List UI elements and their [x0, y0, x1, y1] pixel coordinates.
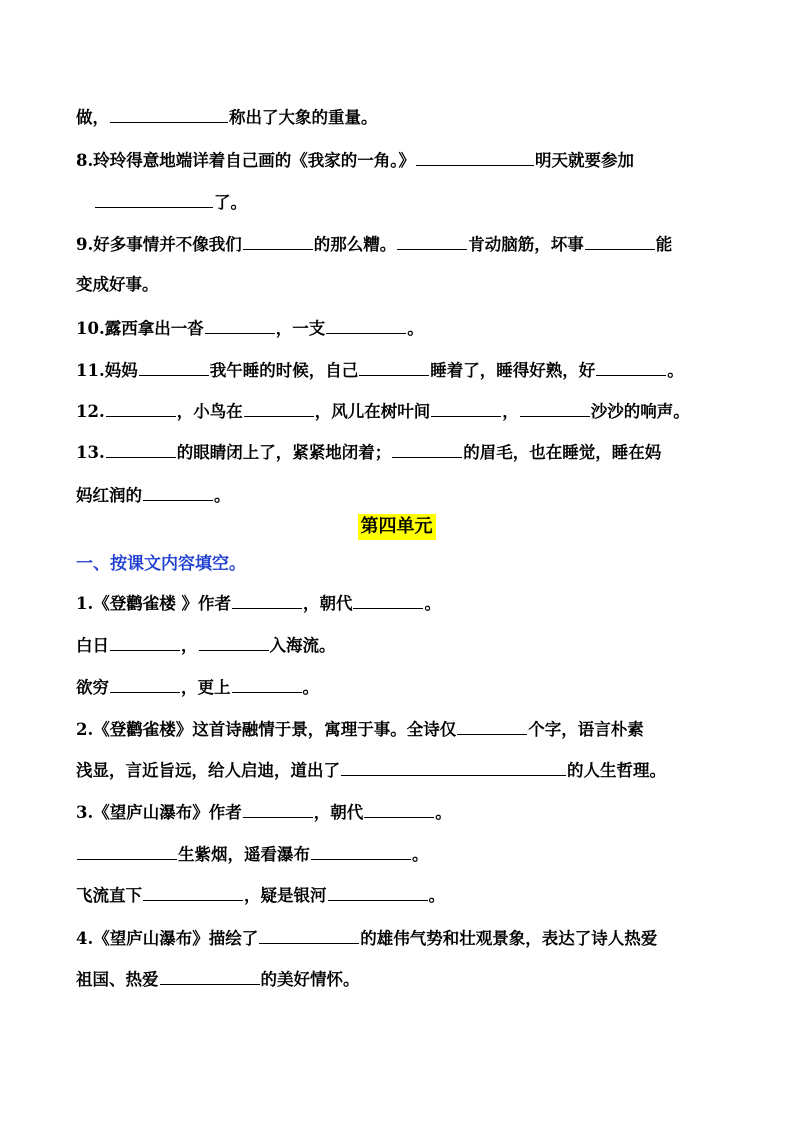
line-9-cont	[76, 274, 723, 296]
text: 的雄伟气势和壮观景象，表达了诗人热爱	[360, 929, 658, 948]
unit-title-wrap	[0, 514, 793, 540]
text: 2.《登鹳雀楼》这首诗融情于景，寓理于事。全诗仅	[76, 720, 457, 739]
text: 12.	[76, 402, 105, 421]
line-b10	[76, 968, 723, 991]
answer-blank[interactable]	[359, 359, 429, 376]
text: 。	[412, 845, 429, 864]
text: ，朝代	[313, 803, 364, 822]
answer-blank[interactable]	[520, 400, 590, 417]
answer-blank[interactable]	[341, 759, 566, 776]
text: 生紫烟，遥看瀑布	[178, 845, 310, 864]
line-b7	[76, 843, 723, 866]
line-10	[76, 317, 723, 340]
line-13-cont	[76, 484, 723, 507]
answer-blank[interactable]	[106, 441, 176, 458]
text: ，	[502, 402, 519, 421]
text: 4.《望庐山瀑布》描绘了	[76, 929, 259, 948]
text: 浅显，言近旨远，给人启迪，道出了	[76, 761, 340, 780]
answer-blank[interactable]	[106, 400, 176, 417]
text: 1.《登鹳雀楼 》作者	[76, 594, 231, 613]
answer-blank[interactable]	[431, 400, 501, 417]
answer-blank[interactable]	[596, 359, 666, 376]
unit-title: 第四单元	[358, 514, 436, 540]
text: 3.《望庐山瀑布》作者	[76, 803, 242, 822]
text: 沙沙的响声。	[590, 402, 690, 421]
text: 9.好多事情并不像我们	[76, 235, 242, 254]
text: 。	[435, 803, 452, 822]
line-b1	[76, 592, 723, 615]
text: ，小鸟在	[176, 402, 243, 421]
answer-blank[interactable]	[328, 884, 428, 901]
text: ，朝代	[302, 594, 353, 613]
answer-blank[interactable]	[139, 359, 209, 376]
text: 。	[214, 486, 231, 505]
answer-blank[interactable]	[232, 676, 302, 693]
answer-blank[interactable]	[364, 801, 434, 818]
line-b5	[76, 759, 723, 782]
answer-blank[interactable]	[243, 233, 313, 250]
answer-blank[interactable]	[244, 400, 314, 417]
text: 做，	[76, 108, 109, 127]
text: 的人生哲理。	[567, 761, 666, 780]
answer-blank[interactable]	[243, 801, 313, 818]
section-heading: 一、按课文内容填空。	[76, 554, 246, 574]
line-b9	[76, 927, 723, 950]
text: 的眉毛，也在睡觉，睡在妈	[463, 443, 662, 462]
text: ，更上	[181, 678, 231, 697]
line-8	[76, 149, 723, 172]
line-8-cont	[94, 191, 723, 214]
answer-blank[interactable]	[160, 968, 260, 985]
line-b6	[76, 801, 723, 824]
answer-blank[interactable]	[143, 884, 243, 901]
text: 。	[407, 319, 424, 338]
answer-blank[interactable]	[311, 843, 411, 860]
answer-blank[interactable]	[457, 718, 527, 735]
text: 妈红润的	[76, 486, 142, 505]
answer-blank[interactable]	[392, 441, 462, 458]
answer-blank[interactable]	[416, 149, 534, 166]
text: 能	[655, 235, 673, 254]
text: 。	[667, 361, 684, 380]
line-cao-chong	[76, 106, 723, 129]
answer-blank[interactable]	[110, 676, 180, 693]
text: 的那么糟。	[313, 235, 397, 254]
text: 。	[428, 886, 445, 905]
text: 入海流。	[269, 636, 336, 655]
text: 称出了大象的重量。	[229, 108, 378, 127]
text: 祖国、热爱	[76, 970, 159, 989]
text: ，一支	[275, 319, 326, 338]
line-b8	[76, 884, 723, 907]
text: 欲穷	[76, 678, 109, 697]
text: ，	[181, 636, 198, 655]
text: 肯动脑筋，坏事	[468, 235, 584, 254]
answer-blank[interactable]	[77, 843, 177, 860]
text: 8.玲玲得意地端详着自己画的《我家的一角。》	[76, 151, 415, 170]
text: ，疑是银河	[244, 886, 327, 905]
line-b4	[76, 718, 723, 741]
text: 明天就要参加	[534, 151, 634, 170]
answer-blank[interactable]	[353, 592, 423, 609]
answer-blank[interactable]	[326, 317, 406, 334]
text: 。	[302, 678, 319, 697]
text: 13.	[76, 443, 105, 462]
answer-blank[interactable]	[143, 484, 213, 501]
line-b2	[76, 634, 723, 657]
line-12	[76, 400, 723, 423]
text: 10.露西拿出一沓	[76, 319, 204, 338]
answer-blank[interactable]	[259, 927, 359, 944]
line-13	[76, 441, 723, 464]
answer-blank[interactable]	[205, 317, 275, 334]
text: 11.妈妈	[76, 361, 138, 380]
answer-blank[interactable]	[232, 592, 302, 609]
line-b3	[76, 676, 723, 699]
answer-blank[interactable]	[110, 634, 180, 651]
answer-blank[interactable]	[397, 233, 467, 250]
text: 变成好事。	[76, 275, 159, 294]
text: 飞流直下	[76, 886, 142, 905]
text: 的美好情怀。	[260, 970, 360, 989]
answer-blank[interactable]	[585, 233, 655, 250]
answer-blank[interactable]	[199, 634, 269, 651]
text: 了。	[214, 193, 247, 212]
answer-blank[interactable]	[110, 106, 228, 123]
text: 白日	[76, 636, 109, 655]
line-9	[76, 233, 723, 256]
text: 个字，语言朴素	[528, 720, 644, 739]
answer-blank[interactable]	[95, 191, 213, 208]
text: 的眼睛闭上了，紧紧地闭着；	[176, 443, 392, 462]
text: 我午睡的时候，自己	[209, 361, 359, 380]
line-11	[76, 359, 723, 382]
text: ，风儿在树叶间	[314, 402, 431, 421]
text: 。	[424, 594, 441, 613]
text: 睡着了，睡得好熟，好	[430, 361, 596, 380]
